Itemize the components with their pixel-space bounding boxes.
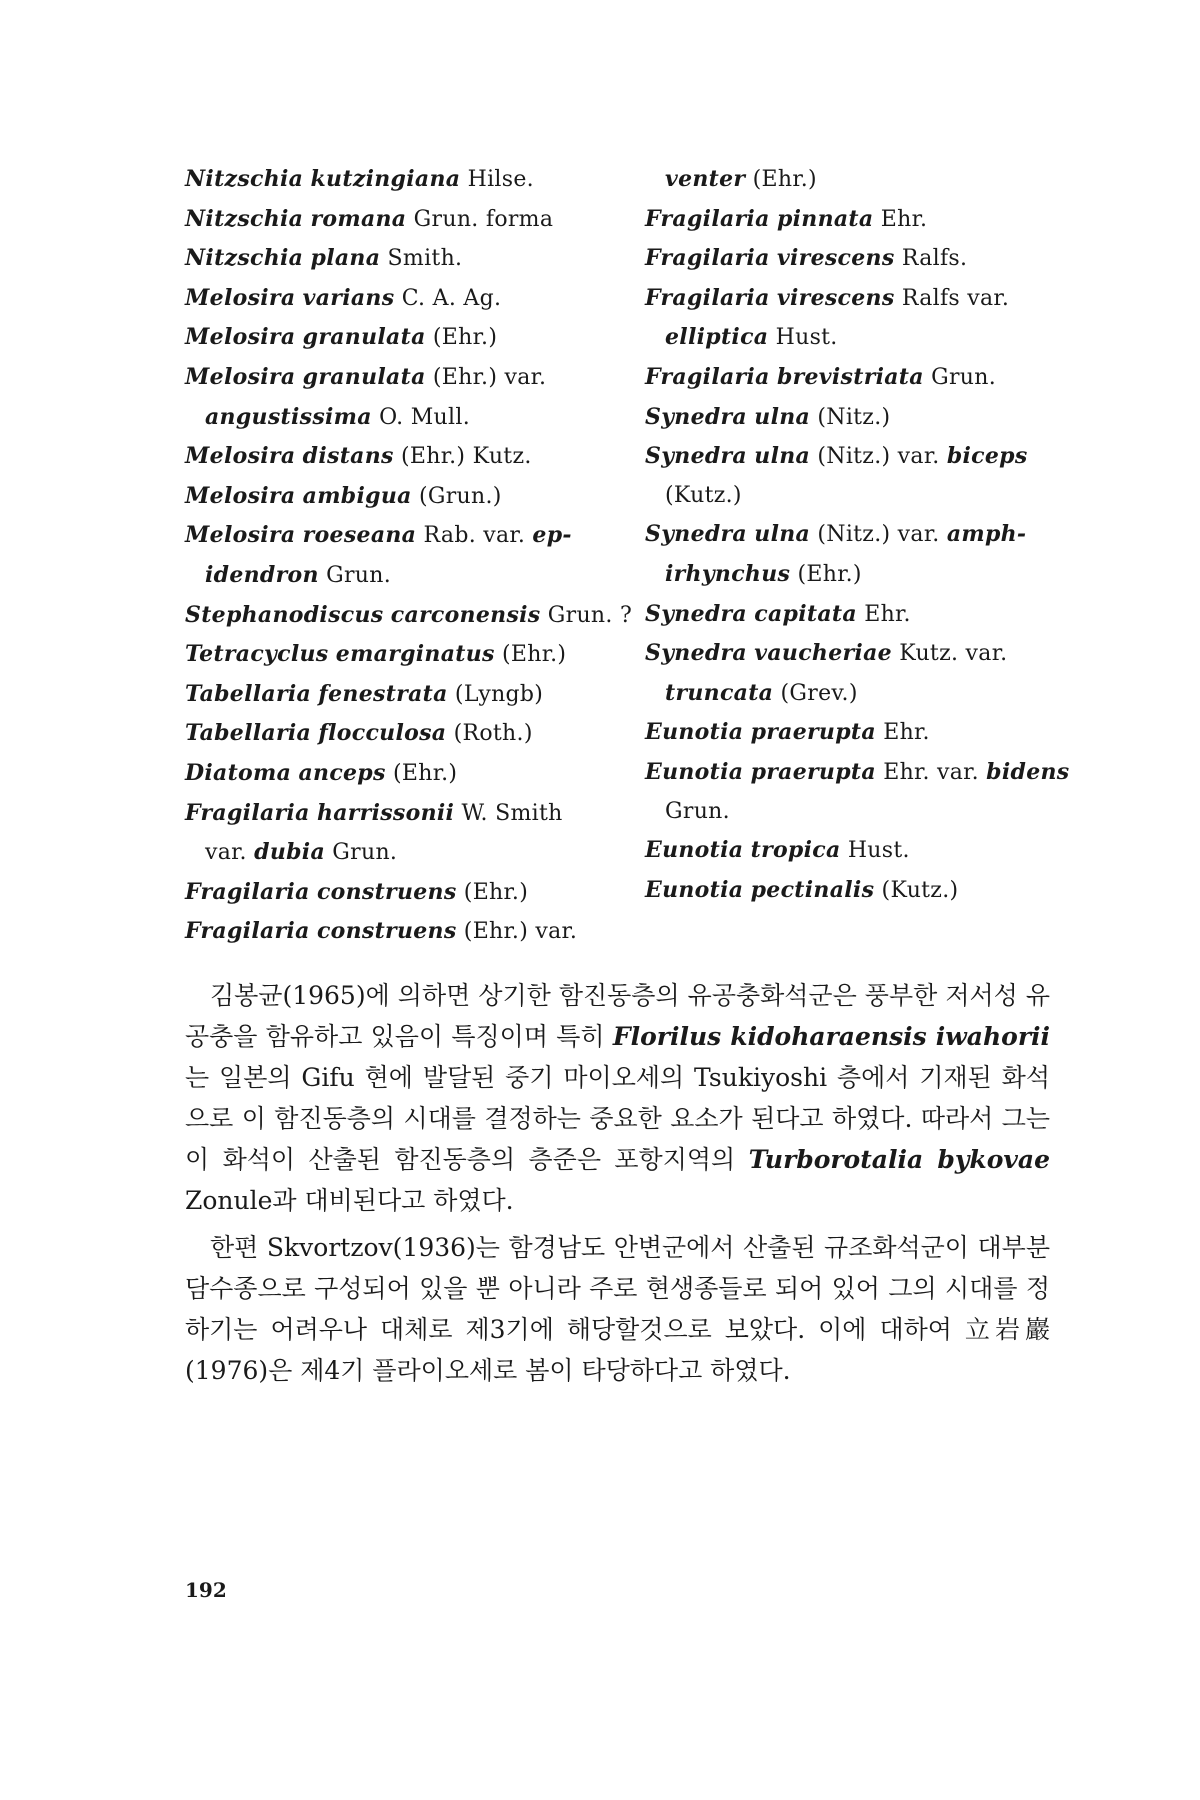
epithet: granulata [302, 363, 426, 390]
species-line-continued [645, 555, 1065, 595]
epithet: tropica [750, 837, 841, 864]
text-run: 는 일본의 Gifu 현에 발달된 중기 마이오세의 Tsukiyoshi 층에서 기재된 화석으로 이 함진동층의 시대를 결정하는 중요한 요소가 된다고 하였다. 따라서 그는 이 화석이 산출된 함진동층의 층준은 포항지역의 [185, 1063, 1050, 1174]
epithet: varians [302, 284, 395, 311]
species-entry [645, 200, 1065, 240]
epithet-part: irhynchus [665, 560, 791, 587]
species-entry [185, 873, 605, 913]
genus: Nitzschia [185, 245, 304, 272]
author: Ehr. [856, 601, 911, 627]
species-entry [645, 713, 1065, 753]
species-entry [185, 596, 633, 636]
epithet-part: idendron [205, 561, 319, 588]
species-entry [645, 634, 1065, 713]
scientific-name: Turborotalia bykovae [748, 1145, 1050, 1174]
author: Grun. ? [540, 602, 633, 628]
author: Smith. [380, 246, 463, 272]
species-line [185, 239, 605, 279]
author: (Roth.) [446, 721, 533, 747]
epithet: granulata [302, 324, 426, 351]
species-line [645, 239, 1065, 279]
species-entry [185, 754, 605, 794]
epithet: praerupta [750, 719, 876, 746]
author: Ehr. [873, 206, 928, 232]
epithet: pectinalis [750, 876, 875, 903]
species-line [645, 200, 1065, 240]
species-entry [185, 912, 605, 952]
epithet: ulna [754, 521, 811, 548]
species-line [645, 279, 1065, 319]
author: (Kutz.) [874, 877, 959, 903]
genus: Diatoma [185, 759, 292, 786]
author: Grun. [923, 364, 997, 390]
genus: Synedra [645, 521, 747, 548]
species-line [185, 516, 605, 556]
epithet: praerupta [750, 758, 876, 785]
species-line [645, 595, 1065, 635]
paragraph [185, 975, 1050, 1221]
genus: Synedra [645, 600, 747, 627]
epithet: ulna [754, 443, 811, 470]
species-entry [185, 635, 605, 675]
species-line [185, 714, 605, 754]
genus: Fragilaria [645, 363, 770, 390]
author: (Ehr.) Kutz. [393, 444, 532, 470]
page-number: 192 [185, 1578, 227, 1602]
species-line [645, 160, 1065, 200]
body-text [185, 975, 1050, 1391]
author: Ehr. var. [875, 759, 987, 785]
species-line-continued [185, 398, 605, 438]
species-entry [645, 437, 1065, 515]
species-entry [185, 239, 605, 279]
genus: Fragilaria [645, 205, 770, 232]
genus: Fragilaria [645, 245, 770, 272]
species-entry [185, 318, 605, 358]
species-line [645, 871, 1065, 911]
author: W. Smith [454, 800, 563, 826]
epithet: construens [316, 878, 457, 905]
species-entry [185, 358, 605, 437]
species-column-right [645, 160, 1070, 952]
author: (Nitz.) var. [810, 444, 947, 470]
epithet: distans [302, 443, 394, 470]
species-entry [645, 515, 1065, 594]
text-run: 한편 Skvortzov(1936)는 함경남도 안변군에서 산출된 규조화석군이 대부분 담수종으로 구성되어 있을 뿐 아니라 주로 현생종들로 되어 있어 그의 시대를 정하기는 어려우나 대체로 제3기에 해당할것으로 보았다. 이에 대하여 立岩巖(1976)은 제4기 플라이오세로 봄이 타당하다고 하였다. [185, 1233, 1050, 1385]
genus: Eunotia [645, 837, 744, 864]
epithet-part: angustissima [205, 403, 372, 430]
epithet: plana [310, 245, 381, 272]
genus: Eunotia [645, 758, 744, 785]
genus: Tabellaria [185, 680, 312, 707]
genus: Fragilaria [185, 799, 310, 826]
epithet: ambigua [302, 482, 412, 509]
variety-prefix: var. [205, 840, 255, 866]
species-entry [645, 871, 1065, 911]
species-entry [185, 279, 605, 319]
paragraph [185, 1227, 1050, 1391]
author: Hilse. [460, 167, 534, 192]
author: Hust. [768, 325, 838, 351]
species-line [185, 635, 605, 675]
species-entry [185, 477, 605, 517]
author: (Ehr.) [494, 642, 567, 668]
genus: Melosira [185, 324, 296, 351]
genus: Melosira [185, 482, 296, 509]
species-line [185, 437, 605, 477]
genus: Melosira [185, 443, 296, 470]
species-line [185, 318, 605, 358]
author: Grun. forma [406, 206, 554, 232]
genus: Melosira [185, 363, 296, 390]
epithet: vaucheriae [754, 640, 892, 667]
species-entry [645, 753, 1070, 831]
author: Ehr. [875, 720, 930, 746]
epithet-part: dubia [254, 839, 326, 866]
species-line-continued [645, 793, 1065, 832]
author: (Ehr.) [385, 760, 458, 786]
species-line [645, 437, 1065, 477]
species-line [645, 358, 1065, 398]
author: (Grev.) [773, 680, 858, 706]
species-entry [645, 279, 1065, 358]
species-entry [645, 239, 1065, 279]
epithet: anceps [298, 759, 386, 786]
species-entry [185, 437, 605, 477]
author: (Nitz.) [810, 404, 891, 430]
epithet: pinnata [776, 205, 874, 232]
genus: Synedra [645, 403, 747, 430]
genus: Stephanodiscus [185, 601, 384, 628]
epithet: brevistriata [776, 363, 924, 390]
genus: Tetracyclus [185, 641, 329, 668]
epithet: virescens [776, 284, 895, 311]
author: Grun. [318, 562, 391, 588]
author: (Ehr.) var. [456, 919, 578, 945]
species-line [185, 596, 633, 636]
genus: Synedra [645, 443, 747, 470]
epithet: ulna [754, 403, 811, 430]
genus: Tabellaria [185, 720, 312, 747]
genus: Nitzschia [185, 166, 304, 192]
species-line [185, 200, 605, 240]
epithet-part: elliptica [665, 324, 769, 351]
epithet-part: ep- [532, 522, 572, 549]
epithet: fenestrata [318, 680, 448, 707]
species-entry [185, 794, 605, 873]
species-entry [645, 398, 1065, 438]
epithet: virescens [776, 245, 895, 272]
species-entry [645, 595, 1065, 635]
epithet: roeseana [302, 522, 417, 549]
author: (Grun.) [411, 483, 502, 509]
author: (Lyngb) [447, 681, 544, 707]
species-line [645, 753, 1070, 793]
species-line [185, 160, 605, 200]
author: Ralfs var. [894, 285, 1010, 311]
species-entry [185, 200, 605, 240]
author: O. Mull. [371, 404, 470, 430]
epithet: venter [665, 166, 746, 192]
author: (Nitz.) var. [810, 522, 947, 548]
author: Ralfs. [894, 246, 968, 272]
species-line [185, 754, 605, 794]
genus: Fragilaria [185, 918, 310, 945]
genus: Nitzschia [185, 205, 304, 232]
epithet: carconensis [390, 601, 541, 628]
species-line [185, 912, 605, 952]
epithet: harrissonii [316, 799, 455, 826]
species-entry [185, 516, 605, 595]
author: Hust. [840, 838, 910, 864]
author: Grun. [665, 798, 730, 824]
epithet: kutzingiana [310, 166, 461, 192]
epithet-part: truncata [665, 679, 774, 706]
genus: Eunotia [645, 719, 744, 746]
species-line-continued [645, 477, 1065, 516]
species-line-continued [185, 833, 605, 873]
genus: Fragilaria [185, 878, 310, 905]
species-list [185, 160, 1070, 952]
author: Kutz. var. [891, 641, 1008, 667]
species-entry [645, 358, 1065, 398]
species-line-continued [645, 318, 1065, 358]
species-line [645, 515, 1065, 555]
author: Rab. var. [416, 523, 533, 549]
species-line-continued [645, 674, 1065, 714]
epithet: flocculosa [318, 720, 447, 747]
author: C. A. Ag. [394, 285, 502, 311]
epithet: capitata [754, 600, 857, 627]
author: (Kutz.) [665, 482, 742, 508]
species-entry [185, 714, 605, 754]
text-run: 김봉균(1965)에 의하면 상기한 함진동층의 유공충화석군은 풍부한 저서성 유공충을 함유하고 있음이 특징이며 특히 [185, 981, 1050, 1051]
author: (Ehr.) [745, 167, 817, 192]
species-line [185, 675, 605, 715]
genus: Eunotia [645, 876, 744, 903]
species-line [645, 398, 1065, 438]
author: (Ehr.) var. [425, 364, 547, 390]
genus: Melosira [185, 522, 296, 549]
author: (Ehr.) [425, 325, 498, 351]
species-line-continued [185, 556, 605, 596]
epithet-part: amph- [946, 521, 1027, 548]
genus: Melosira [185, 284, 296, 311]
author: (Ehr.) [456, 879, 529, 905]
author: Grun. [325, 840, 398, 866]
epithet: emarginatus [335, 641, 495, 668]
species-entry [185, 160, 605, 200]
species-line [185, 794, 605, 834]
species-line [645, 634, 1065, 674]
text-run: Zonule과 대비된다고 하였다. [185, 1186, 514, 1215]
species-entry [185, 675, 605, 715]
species-line [185, 279, 605, 319]
species-line [185, 477, 605, 517]
epithet-part: bidens [986, 758, 1070, 785]
genus: Fragilaria [645, 284, 770, 311]
species-entry [645, 160, 1065, 200]
epithet: construens [316, 918, 457, 945]
genus: Synedra [645, 640, 747, 667]
species-line [185, 358, 605, 398]
epithet: romana [310, 205, 407, 232]
species-line [645, 713, 1065, 753]
species-entry [645, 831, 1065, 871]
author: (Ehr.) [790, 561, 862, 587]
scientific-name: Florilus kidoharaensis iwahorii [612, 1022, 1050, 1051]
epithet-part: biceps [946, 443, 1028, 470]
species-column-left [185, 160, 633, 952]
species-line [645, 831, 1065, 871]
species-line [185, 873, 605, 913]
